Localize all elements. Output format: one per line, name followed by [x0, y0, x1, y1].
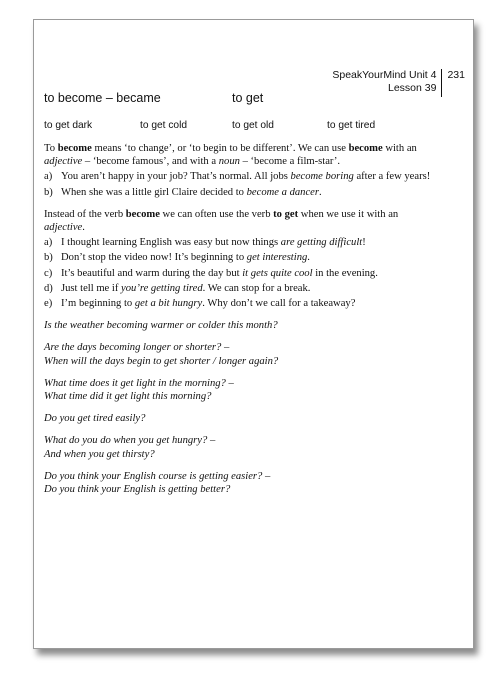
question-block: What do you do when you get hungry? – And when you get thirsty? — [44, 435, 216, 460]
title-verb-become: to become – became — [44, 91, 161, 105]
title-verb-get: to get — [232, 91, 264, 105]
example-item: d) Just tell me if you’re getting tired. We can stop for a break. — [44, 282, 311, 294]
italic-term: adjective — [44, 156, 83, 168]
italic-term: adjective — [44, 222, 83, 234]
question-block: Is the weather becoming warmer or colder this month? — [44, 320, 278, 332]
phrase-item: to get dark — [44, 120, 93, 131]
lesson-label: Lesson 39 — [388, 82, 437, 94]
italic-term: noun — [218, 156, 240, 168]
example-item: a) You aren’t happy in your job? That’s normal. All jobs become boring after a few years! — [44, 171, 431, 183]
example-item: b) When she was a little girl Claire decided to become a dancer. — [44, 186, 322, 198]
series-title: SpeakYourMind Unit 4 — [332, 69, 437, 81]
question-block: Are the days becoming longer or shorter? – When will the days begin to get shorter / longer again? — [44, 342, 279, 367]
examples-get — [44, 236, 432, 310]
phrase-item: to get old — [232, 120, 274, 131]
example-item: e) I’m beginning to get a bit hungry. Why don’t we call for a takeaway? — [44, 298, 356, 310]
intro-paragraph: To become means ‘to change’, or ‘to begin to be different’. We can use become with an adjective – ‘become famous’, and with a noun – ‘become a film-star’. — [44, 143, 417, 168]
bold-term: become — [57, 143, 92, 154]
example-item: c) It’s beautiful and warm during the day but it gets quite cool in the evening. — [44, 267, 378, 279]
phrase-row — [44, 119, 432, 133]
question-block: Do you get tired easily? — [44, 413, 146, 425]
bold-term: become — [125, 208, 160, 220]
example-item: b) Don’t stop the video now! It’s beginning to get interesting. — [44, 252, 310, 264]
phrase-item: to get tired — [327, 120, 376, 131]
question-block: What time does it get light in the morning? – What time did it get light this morning? — [44, 377, 234, 403]
discussion-questions — [44, 319, 432, 496]
bold-term: become — [348, 143, 383, 154]
question-block: Do you think your English course is getting easier? – Do you think your English is getting better? — [44, 470, 271, 496]
phrase-item: to get cold — [140, 120, 188, 131]
title-row — [44, 92, 432, 110]
page-content — [44, 92, 432, 496]
get-paragraph: Instead of the verb become we can often use the verb to get when we use it with an adjective. — [44, 208, 399, 234]
bold-term: to get — [273, 208, 299, 220]
examples-become — [44, 170, 432, 198]
page-number: 231 — [447, 69, 465, 81]
example-item: a) I thought learning English was easy but now things are getting difficult! — [44, 237, 366, 249]
